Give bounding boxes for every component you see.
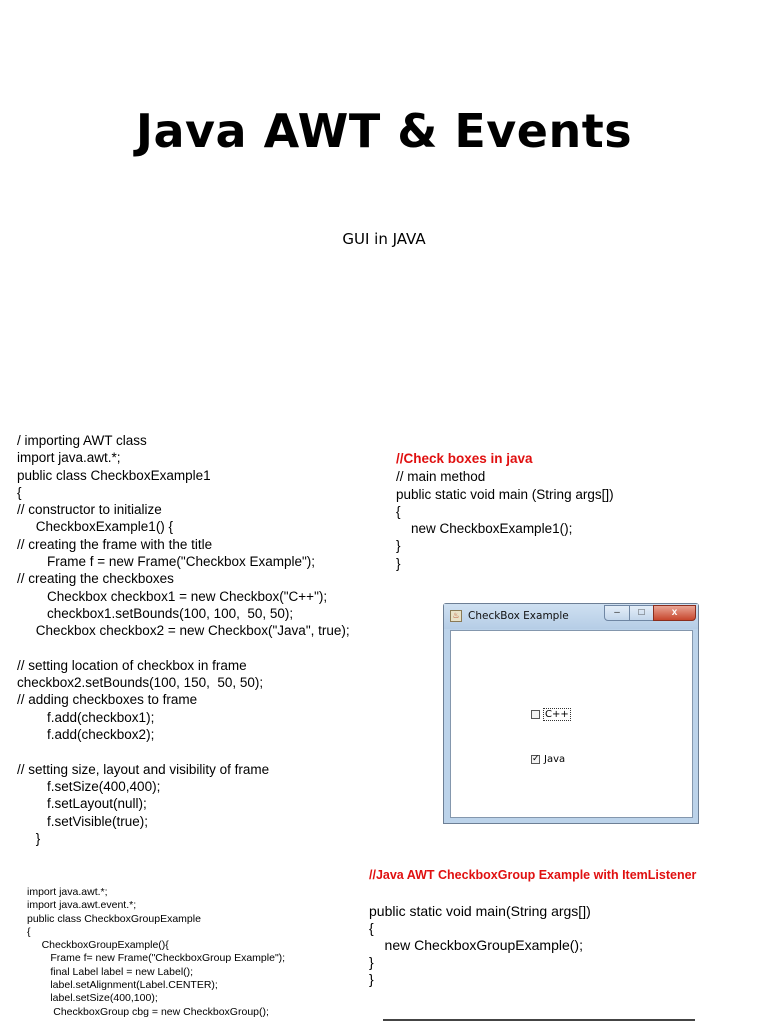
- checkbox-example-code: / importing AWT class import java.awt.*; public class CheckboxExample1 { // constructor to initialize CheckboxExample1() { // creating the frame with the title Frame f = new Frame("Checkbox Example"); // creating the checkboxes Checkbox checkbox1 = new Checkbox("C++"); checkbox1.setBounds(100, 100, 50, 50); Checkbox checkbox2 = new Checkbox("Java", true); // setting location of checkbox in frame checkbox2.setBounds(100, 150, 50, 50); // adding checkboxes to frame f.add(checkbox1); f.add(checkbox2); // setting size, layout and visibility of frame f.setSize(400,400); f.setLayout(null); f.setVisible(true); }: [17, 433, 350, 846]
- checkbox-java[interactable]: [531, 754, 565, 765]
- checkboxgroup-class-code: import java.awt.*; import java.awt.event.*; public class CheckboxGroupExample { CheckboxGroupExample(){ Frame f= new Frame("CheckboxGroup Example"); final Label label = new Label(); label.setAlignment(Label.CENTER); label.setSize(400,100); CheckboxGroup cbg = new CheckboxGroup();: [27, 886, 286, 1018]
- main-method-heading: //Check boxes in java: [396, 451, 533, 466]
- second-window-edge: [383, 1019, 695, 1024]
- java-app-icon: ♨: [450, 610, 462, 622]
- checkbox-cpp[interactable]: [531, 709, 570, 720]
- close-button[interactable]: x: [653, 605, 696, 621]
- checkbox-cpp-label: C++: [545, 709, 569, 720]
- page-title: Java AWT & Events: [135, 104, 633, 158]
- page-subtitle: GUI in JAVA: [342, 230, 426, 248]
- checkboxgroup-heading: //Java AWT CheckboxGroup Example with ItemListener: [369, 868, 697, 882]
- window-title: CheckBox Example: [468, 610, 569, 622]
- window-titlebar: [444, 604, 698, 629]
- minimize-button[interactable]: –: [604, 605, 630, 621]
- window-client-area: [450, 630, 693, 818]
- main-method-code-text: // main method public static void main (String args[]) { new CheckboxExample1(); } }: [396, 469, 614, 571]
- main-method-code: [396, 451, 614, 572]
- maximize-button[interactable]: □: [629, 605, 654, 621]
- checkbox-java-label: Java: [544, 754, 566, 765]
- checkbox-cpp-box[interactable]: [531, 710, 540, 719]
- checkbox-example-window: [443, 603, 699, 824]
- checkbox-java-box[interactable]: ✓: [532, 754, 540, 764]
- checkboxgroup-main-code: public static void main(String args[]) { new CheckboxGroupExample(); } }: [369, 903, 591, 987]
